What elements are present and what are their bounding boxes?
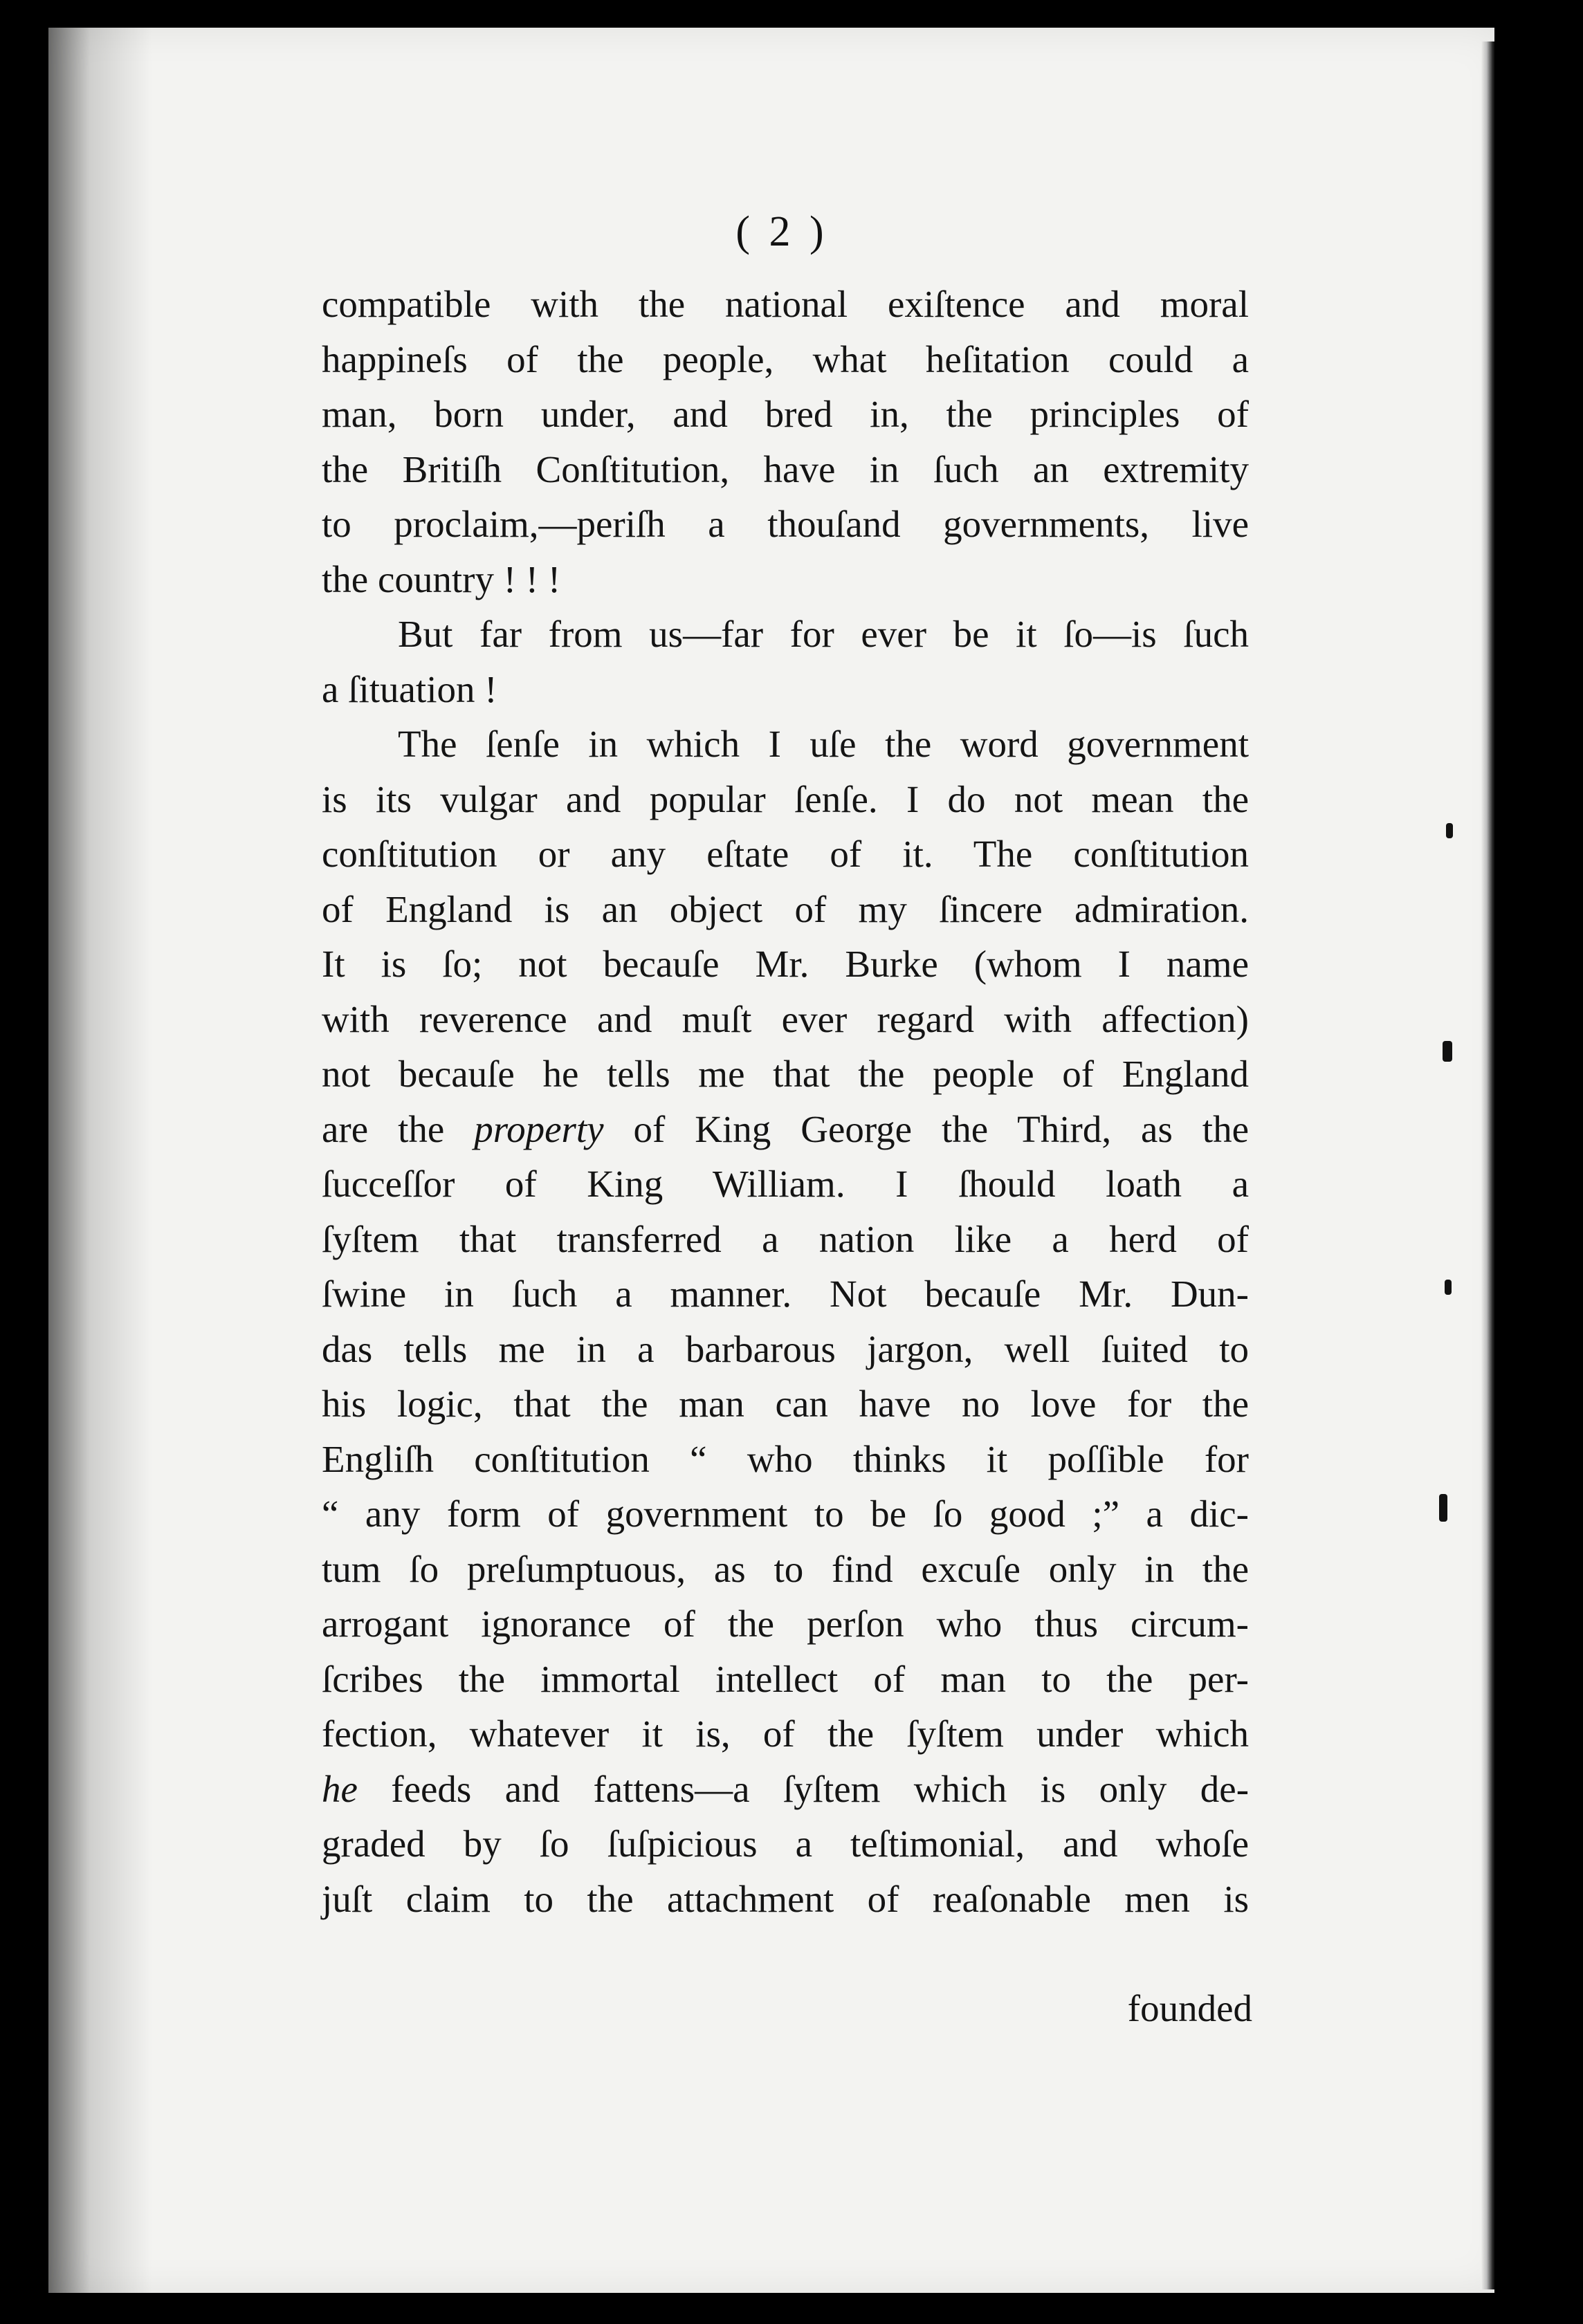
text-line: ſyſtem that transferred a nation like a herd of bbox=[322, 1217, 1249, 1260]
text-line: compatible with the national exiſtence and moral bbox=[322, 283, 1249, 325]
text-line: arrogant ignorance of the perſon who thus circum- bbox=[322, 1603, 1249, 1645]
text-line: The ſenſe in which I uſe the word government bbox=[398, 723, 1249, 765]
page-right-edge bbox=[1481, 42, 1496, 2289]
text-line: is its vulgar and popular ſenſe. I do not mean the bbox=[322, 777, 1249, 820]
text-line: not becauſe he tells me that the people of England bbox=[322, 1053, 1249, 1095]
text-line: tum ſo preſumptuous, as to find excuſe only in the bbox=[322, 1547, 1249, 1590]
text-line bbox=[322, 1762, 1249, 1817]
ink-speck bbox=[1443, 1041, 1452, 1062]
text-line: man, born under, and bred in, the principles of bbox=[322, 393, 1249, 435]
page-number: ( 2 ) bbox=[735, 208, 828, 255]
ink-speck bbox=[1445, 1280, 1452, 1295]
body-text bbox=[322, 277, 1249, 1926]
text-line: It is ſo; not becauſe Mr. Burke (whom I name bbox=[322, 943, 1249, 985]
text-line: ſwine in ſuch a manner. Not becauſe Mr. Dun- bbox=[322, 1273, 1249, 1315]
text-line: graded by ſo ſuſpicious a teſtimonial, and whoſe bbox=[322, 1823, 1249, 1865]
text-line: his logic, that the man can have no love for the bbox=[322, 1383, 1249, 1425]
right-border bbox=[1494, 0, 1583, 2324]
text-line: But far from us—far for ever be it ſo—is ſuch bbox=[398, 613, 1249, 655]
ink-speck bbox=[1446, 823, 1453, 838]
catchword: founded bbox=[1127, 1987, 1252, 2029]
text-line: juſt claim to the attachment of reaſonable men is bbox=[322, 1877, 1249, 1920]
text-line: to proclaim,—periſh a thouſand governments, live bbox=[322, 503, 1249, 545]
ink-speck bbox=[1439, 1494, 1447, 1522]
text-line: a ſituation ! bbox=[322, 667, 497, 710]
text-span: are the bbox=[322, 1107, 445, 1150]
text-line: ſcribes the immortal intellect of man to the per- bbox=[322, 1657, 1249, 1700]
text-line: das tells me in a barbarous jargon, well ſuited to bbox=[322, 1327, 1249, 1370]
italic-word: property bbox=[474, 1107, 604, 1150]
text-line: ſucceſſor of King William. I ſhould loath a bbox=[322, 1163, 1249, 1205]
text-span: of King George the Third, as the bbox=[633, 1107, 1249, 1150]
text-line: of England is an object of my ſincere admiration. bbox=[322, 887, 1249, 930]
text-span: feeds and fattens—a ſyſtem which is only de- bbox=[391, 1767, 1250, 1810]
text-line: with reverence and muſt ever regard with affection) bbox=[322, 997, 1249, 1040]
text-line bbox=[322, 1102, 1249, 1157]
italic-word: he bbox=[322, 1767, 358, 1810]
text-line: fection, whatever it is, of the ſyſtem under which bbox=[322, 1713, 1249, 1755]
text-line: Engliſh conſtitution “ who thinks it poſſible for bbox=[322, 1437, 1249, 1480]
text-line: the country ! ! ! bbox=[322, 557, 561, 600]
text-line: happineſs of the people, what heſitation could a bbox=[322, 338, 1249, 380]
text-line: conſtitution or any eſtate of it. The conſtitution bbox=[322, 833, 1249, 875]
text-line: “ any form of government to be ſo good ;” a dic- bbox=[322, 1493, 1249, 1535]
text-line: the Britiſh Conſtitution, have in ſuch an extremity bbox=[322, 448, 1249, 490]
